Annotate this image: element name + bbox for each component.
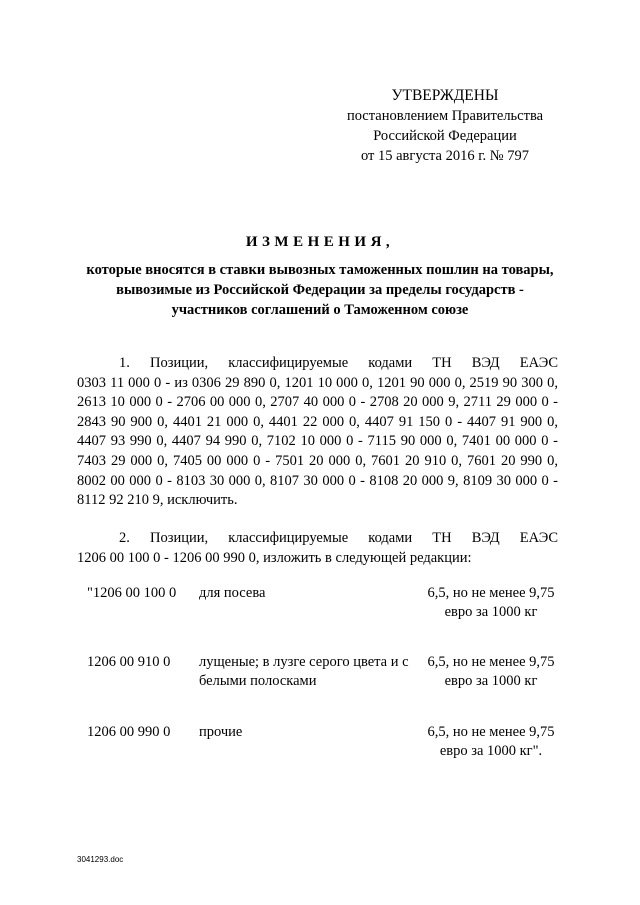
row-rate: 6,5, но не менее 9,75 евро за 1000 кг". bbox=[427, 724, 555, 759]
paragraph-1 bbox=[77, 354, 558, 511]
row-rate: 6,5, но не менее 9,75 евро за 1000 кг bbox=[427, 585, 555, 620]
paragraph-2-body: 1206 00 100 0 - 1206 00 990 0, изложить в следующей редакции: bbox=[77, 549, 472, 566]
row-description: для посева bbox=[199, 585, 266, 601]
row-code: 1206 00 990 0 bbox=[87, 724, 171, 740]
approved-line-1: постановлением Правительства bbox=[346, 108, 544, 124]
paragraph-1-body: 0303 11 000 0 - из 0306 29 890 0, 1201 10 000 0, 1201 90 000 0, 2519 90 300 0, 2613 10 000 0 - 2706 00 000 0, 2707 40 000 0 - 2708 20 000 9, 2711 29 000 0 - 2843 90 900 0, 4401 21 000 0, 4401 22 000 0, 4407 91 150 0 - 4407 91 900 0, 4407 93 990 0, 4407 94 990 0, 7102 10 000 0 - 7115 90 000 0, 7401 00 000 0 - 7403 29 000 0, 7405 00 000 0 - 7501 20 000 0, 7601 20 910 0, 7601 20 990 0, 8002 00 000 0 - 8103 30 000 0, 8107 30 000 0 - 8108 20 000 9, 8109 30 000 0 - 8112 92 210 9, исключить. bbox=[77, 374, 558, 509]
paragraph-2 bbox=[77, 529, 558, 568]
approved-line-2: Российской Федерации bbox=[373, 128, 517, 144]
row-rate: 6,5, но не менее 9,75 евро за 1000 кг bbox=[427, 654, 555, 689]
subtitle-line-3: участников соглашений о Таможенном союзе bbox=[171, 302, 469, 318]
row-code: "1206 00 100 0 bbox=[87, 585, 177, 601]
approval-block bbox=[330, 86, 560, 166]
approved-line-3: от 15 августа 2016 г. № 797 bbox=[360, 148, 530, 164]
row-description: лущеные; в лузге серого цвета и с белыми полосками bbox=[199, 654, 409, 689]
row-description: прочие bbox=[199, 724, 243, 740]
paragraph-2-first-line: 2. Позиции, классифицируемые кодами ТН ВЭД ЕАЭС bbox=[119, 530, 558, 546]
subtitle-line-1: которые вносятся в ставки вывозных таможенных пошлин на товары, bbox=[86, 262, 554, 278]
document-title: ИЗМЕНЕНИЯ, bbox=[245, 234, 395, 250]
approved-title: УТВЕРЖДЕНЫ bbox=[391, 87, 499, 104]
document-subtitle bbox=[40, 260, 600, 320]
paragraph-1-first-line: 1. Позиции, классифицируемые кодами ТН ВЭД ЕАЭС bbox=[119, 355, 558, 371]
row-code: 1206 00 910 0 bbox=[87, 654, 171, 670]
file-name-footer: 3041293.doc bbox=[77, 855, 124, 864]
subtitle-line-2: вывозимые из Российской Федерации за пределы государств - bbox=[116, 282, 524, 298]
